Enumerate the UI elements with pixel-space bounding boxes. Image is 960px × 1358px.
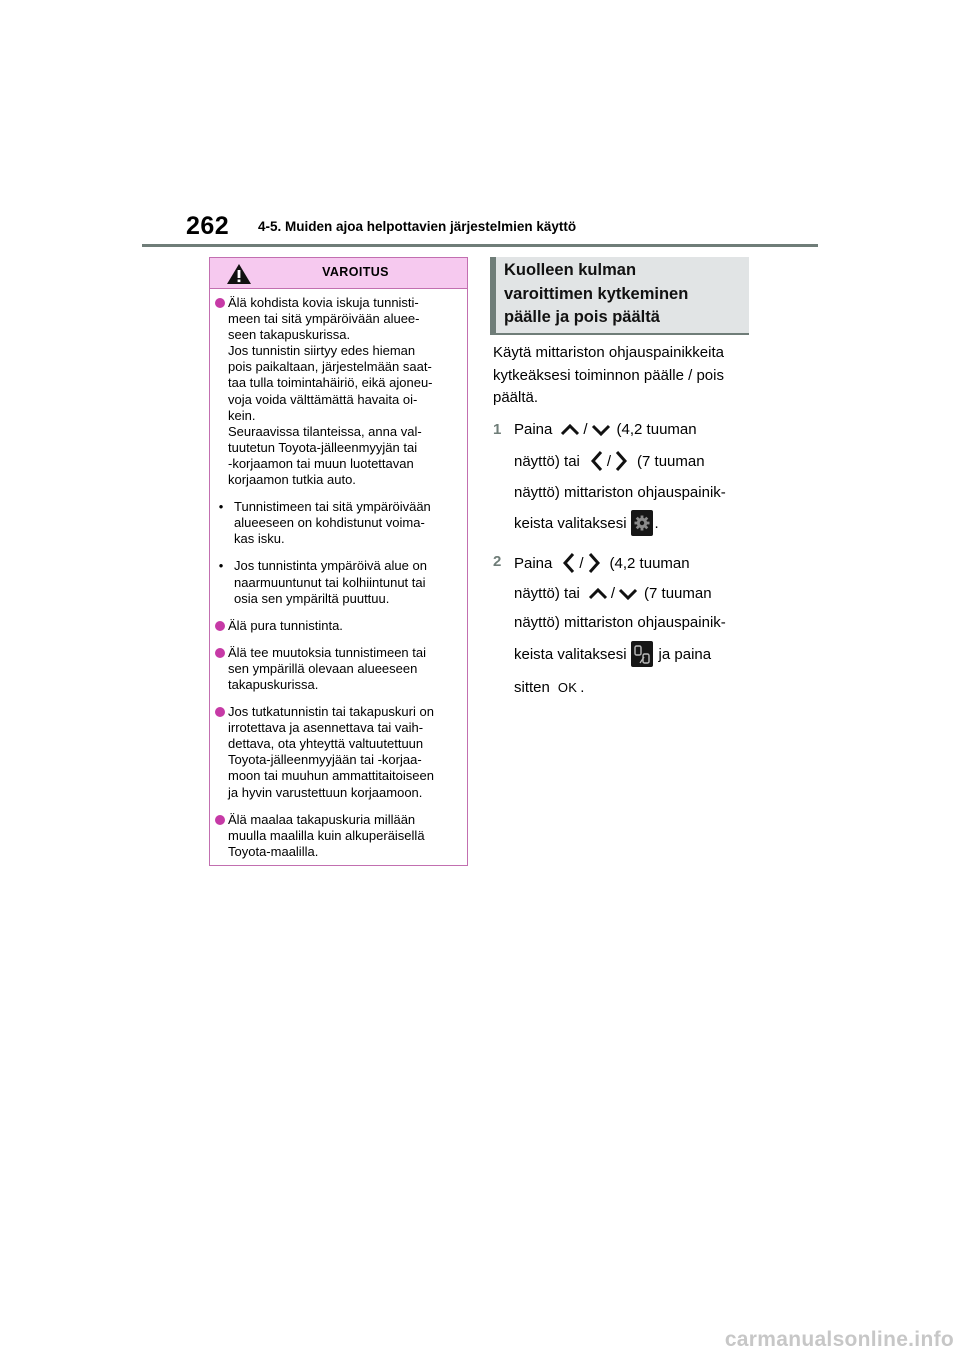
step-text: (7 tuuman xyxy=(644,585,712,602)
step-line xyxy=(514,444,763,478)
bullet: • xyxy=(218,499,224,515)
warning-item xyxy=(216,295,459,488)
step-text: / xyxy=(579,554,584,572)
warning-title: VAROITUS xyxy=(322,264,389,279)
step-text: Paina xyxy=(514,554,553,572)
chapter-title: 4-5. Muiden ajoa helpottavien järjestelmien käyttö xyxy=(258,219,577,234)
step-line xyxy=(514,507,763,539)
bullet-dot-icon xyxy=(215,815,225,825)
warning-subitem xyxy=(216,558,459,606)
watermark: carmanualsonline.info xyxy=(724,1328,954,1351)
warning-item-text: Jos tutkatunnistin tai takapuskuri on irrotettava ja asennettava tai vaih- dettava, ota yhteyttä valtuutettuun Toyota-jälleenmyyjään tai -korjaa- moon tai muuhun ammattitaitoiseen ja hyvin varustettuun korjaamoon. xyxy=(228,704,434,800)
step-text: (7 tuuman xyxy=(637,452,705,470)
step-1 xyxy=(493,415,763,539)
step-text: ja paina xyxy=(658,645,712,663)
bullet: • xyxy=(218,558,224,574)
chevron-up-icon xyxy=(560,423,580,437)
bullet-dot-icon xyxy=(215,298,225,308)
step-text: näyttö) mittariston ohjauspainik- xyxy=(514,484,726,501)
warning-item xyxy=(216,704,459,801)
bullet-dot-icon xyxy=(215,648,225,658)
chevron-down-icon xyxy=(618,587,638,601)
warning-item xyxy=(216,812,459,860)
step-text: keista valitaksesi xyxy=(514,645,627,663)
warning-item-text: Älä tee muutoksia tunnistimeen tai sen ympärillä olevaan alueeseen takapuskurissa. xyxy=(228,644,426,692)
step-text: . xyxy=(654,514,659,532)
chevron-right-icon xyxy=(587,552,601,574)
blind-spot-monitor-icon xyxy=(631,641,653,667)
step-text: näyttö) tai xyxy=(514,452,580,470)
step-text: / xyxy=(583,421,588,438)
step-line xyxy=(514,478,763,507)
page-number: 262 xyxy=(186,212,230,240)
step-line xyxy=(514,608,763,637)
step-text: (4,2 tuuman xyxy=(609,554,690,572)
step-text: näyttö) mittariston ohjauspainik- xyxy=(514,614,726,631)
warning-box xyxy=(209,257,468,866)
chevron-left-icon xyxy=(590,450,604,472)
step-text: (4,2 tuuman xyxy=(616,421,697,438)
step-text: näyttö) tai xyxy=(514,585,580,602)
step-text: . xyxy=(580,678,585,696)
step-text: keista valitaksesi xyxy=(514,514,627,532)
step-text: / xyxy=(610,585,616,602)
warning-subitem-text: Jos tunnistinta ympäröivä alue on naarmuuntunut tai kolhiintunut tai osia sen ympäriltä puuttuu. xyxy=(234,558,427,606)
step-line xyxy=(514,547,763,579)
bullet-dot-icon xyxy=(215,621,225,631)
section-heading-box xyxy=(490,257,749,335)
warning-triangle-icon xyxy=(226,263,252,285)
section-title: Kuolleen kulman varoittimen kytkeminen päälle ja pois päältä xyxy=(504,261,689,326)
warning-item-text: Älä kohdista kovia iskuja tunnisti- meen tai sitä ympäröivään aluee- seen takapuskurissa. Jos tunnistin siirtyy edes hieman pois paikaltaan, järjestelmään saat- taa tulla toimintahäiriö, eikä ajoneu- voja voida välttämättä havaita oi- kein. Seuraavissa tilanteissa, anna val- tuutetun Toyota-jälleenmyyjän tai -korjaamon tai muun luotettavan korjaamon tutkia auto. xyxy=(228,295,433,488)
ok-button-symbol: OK xyxy=(557,679,578,695)
step-number: 2 xyxy=(493,553,502,570)
step-text: / xyxy=(606,452,612,470)
step-text: Paina xyxy=(514,421,553,438)
step-text: sitten xyxy=(514,678,550,696)
warning-subitem xyxy=(216,499,459,547)
step-line xyxy=(514,637,763,671)
warning-subitem-text: Tunnistimeen tai sitä ympäröivään alueeseen on kohdistunut voima- kas isku. xyxy=(234,499,431,547)
chevron-up-icon xyxy=(588,587,608,601)
step-number: 1 xyxy=(493,421,502,438)
step-2 xyxy=(493,547,763,703)
bullet-dot-icon xyxy=(215,707,225,717)
section-intro: Käytä mittariston ohjauspainikkeita kytkeäksesi toiminnon päälle / pois päältä. xyxy=(493,344,724,406)
chevron-right-icon xyxy=(614,450,628,472)
warning-item-text: Älä maalaa takapuskuria millään muulla maalilla kuin alkuperäisellä Toyota-maalilla. xyxy=(228,811,425,859)
chevron-left-icon xyxy=(562,552,576,574)
chevron-down-icon xyxy=(591,423,611,437)
step-line xyxy=(514,579,763,608)
header-rule xyxy=(142,244,818,247)
step-line xyxy=(514,415,763,444)
warning-item xyxy=(216,645,459,693)
warning-item-text: Älä pura tunnistinta. xyxy=(228,617,343,633)
warning-item xyxy=(216,618,459,634)
step-line xyxy=(514,671,763,703)
warning-header xyxy=(210,258,467,289)
gear-icon xyxy=(631,510,653,536)
